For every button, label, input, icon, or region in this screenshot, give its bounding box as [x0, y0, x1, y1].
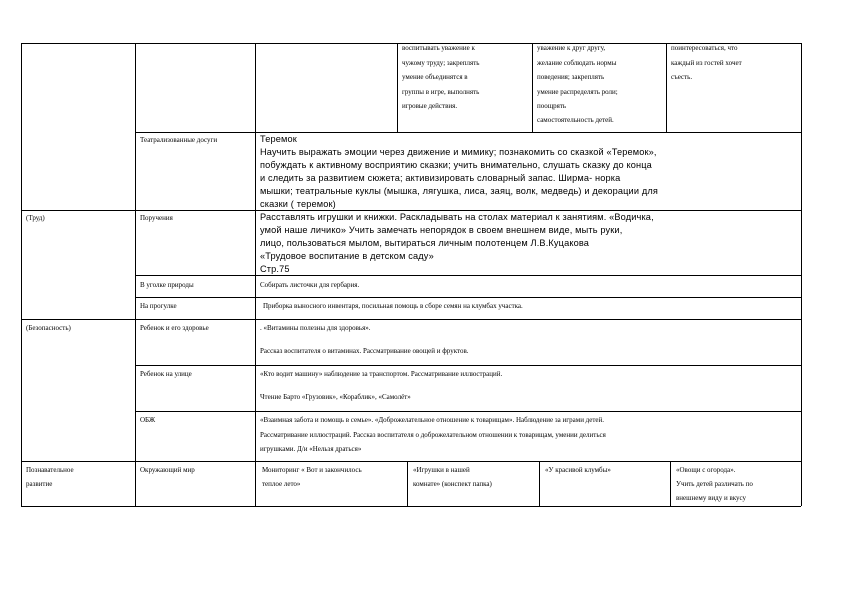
nature-label: В уголке природы — [140, 281, 194, 289]
column-divider — [670, 461, 671, 506]
theatre-text-line: Научить выражать эмоции через движение и мимику; познакомить со сказкой «Теремок», — [260, 147, 657, 157]
row1-col4-line: умение объединятся в — [402, 73, 468, 81]
walk-label: На прогулке — [140, 302, 177, 310]
walk-text: Приборка выносного инвентаря, посильная помощь в сборе семян на клумбах участка. — [263, 302, 523, 310]
table-left-border — [21, 43, 22, 506]
row-divider — [135, 365, 801, 366]
cognitive-col4-line: «Игрушки в нашей — [413, 466, 470, 474]
column-divider — [135, 43, 136, 506]
row1-col4-line: чужому труду; закреплять — [402, 59, 480, 67]
column-divider — [532, 43, 533, 132]
cognitive-section-label: развитие — [26, 480, 53, 488]
theatre-text-line: и следить за развитием сюжета; активизировать словарный запас. Ширма- норка — [260, 173, 621, 183]
labor-text-line: «Трудовое воспитание в детском саду» — [260, 251, 434, 261]
row-divider — [21, 461, 801, 462]
row-divider — [135, 275, 801, 276]
street-text-line: «Кто водит машину» наблюдение за транспортом. Рассматривание иллюстраций. — [260, 370, 503, 378]
obzh-text-line: Рассматривание иллюстраций. Рассказ воспитателя о доброжелательном отношении к товарищам, умении делиться — [260, 431, 606, 439]
cognitive-section-label: Познавательное — [26, 466, 74, 474]
theatre-label: Театрализованные досуги — [140, 136, 218, 144]
cognitive-col3-line: теплое лето» — [262, 480, 301, 488]
theatre-text-line: сказки ( теремок) — [260, 199, 336, 209]
table-right-border — [801, 43, 802, 506]
cognitive-col6-line: внешнему виду и вкусу — [676, 494, 747, 502]
labor-text-line: Стр.75 — [260, 264, 290, 274]
row1-col6-line: съесть. — [671, 73, 693, 81]
row1-col5-line: желание соблюдать нормы — [537, 59, 617, 67]
safety-section-label: (Безопасность) — [26, 324, 71, 332]
labor-text-line: умой наше личико» Учить замечать непорядок в своем внешнем виде, мыть руки, — [260, 225, 623, 235]
row1-col5-line: поощрять — [537, 102, 567, 110]
row1-col6-line: поинтересоваться, что — [671, 44, 738, 52]
obzh-text-line: «Взаимная забота и помощь в семье». «Доброжелательное отношение к товарищам». Наблюдение за играми детей. — [260, 416, 605, 424]
row1-col4-line: группы в игре, выполнять — [402, 88, 480, 96]
labor-label: Поручения — [140, 214, 173, 222]
column-divider — [666, 43, 667, 132]
column-divider — [397, 43, 398, 132]
cognitive-col3-line: Мониторинг « Вот и закончилось — [262, 466, 362, 474]
theatre-text-line: побуждать к активному восприятию сказки; учить внимательно, слушать сказку до конца — [260, 160, 652, 170]
health-text-line: Рассказ воспитателя о витаминах. Рассматривание овощей и фруктов. — [260, 347, 469, 355]
labor-text-line: Расставлять игрушки и книжки. Раскладывать на столах материал к занятиям. «Водичка, — [260, 212, 654, 222]
cognitive-col4-line: комнате» (конспект папка) — [413, 480, 492, 488]
obzh-text-line: игрушками. Д/и «Нельзя драться» — [260, 445, 362, 453]
theatre-text-line: мышки; театральные куклы (мышка, лягушка, лиса, заяц, волк, медведь) и декорации для — [260, 186, 658, 196]
row-divider — [135, 132, 801, 133]
row1-col6-line: каждый из гостей хочет — [671, 59, 742, 67]
theatre-title: Теремок — [260, 134, 297, 144]
row1-col5-line: умение распределять роли; — [537, 88, 618, 96]
cognitive-col5-line: «У красивой клумбы» — [545, 466, 611, 474]
cognitive-col6-line: «Овощи с огорода». — [676, 466, 736, 474]
cognitive-col6-line: Учить детей различать по — [676, 480, 753, 488]
obzh-label: ОБЖ — [140, 416, 156, 424]
column-divider — [539, 461, 540, 506]
health-label: Ребенок и его здоровье — [140, 324, 209, 332]
street-label: Ребенок на улице — [140, 370, 192, 378]
column-divider — [255, 43, 256, 506]
nature-text: Собирать листочки для гербария. — [260, 281, 360, 289]
health-text-line: . «Витамины полезны для здоровья». — [260, 324, 371, 332]
street-text-line: Чтение Барто «Грузовик», «Кораблик», «Самолёт» — [260, 393, 411, 401]
row1-col5-line: поведения; закреплять — [537, 73, 605, 81]
row-divider — [135, 411, 801, 412]
row-divider — [135, 297, 801, 298]
environment-label: Окружающий мир — [140, 466, 195, 474]
labor-section-label: (Труд) — [26, 214, 45, 222]
row1-col4-line: игровые действия. — [402, 102, 458, 110]
table-bottom-border — [21, 506, 801, 507]
row-divider — [21, 319, 801, 320]
row1-col4-line: воспитывать уважение к — [402, 44, 475, 52]
row1-col5-line: самостоятельность детей. — [537, 116, 614, 124]
row1-col5-line: уважение к друг другу, — [537, 44, 606, 52]
column-divider — [407, 461, 408, 506]
labor-text-line: лицо, пользоваться мылом, вытираться личным полотенцем Л.В.Куцакова — [260, 238, 590, 248]
